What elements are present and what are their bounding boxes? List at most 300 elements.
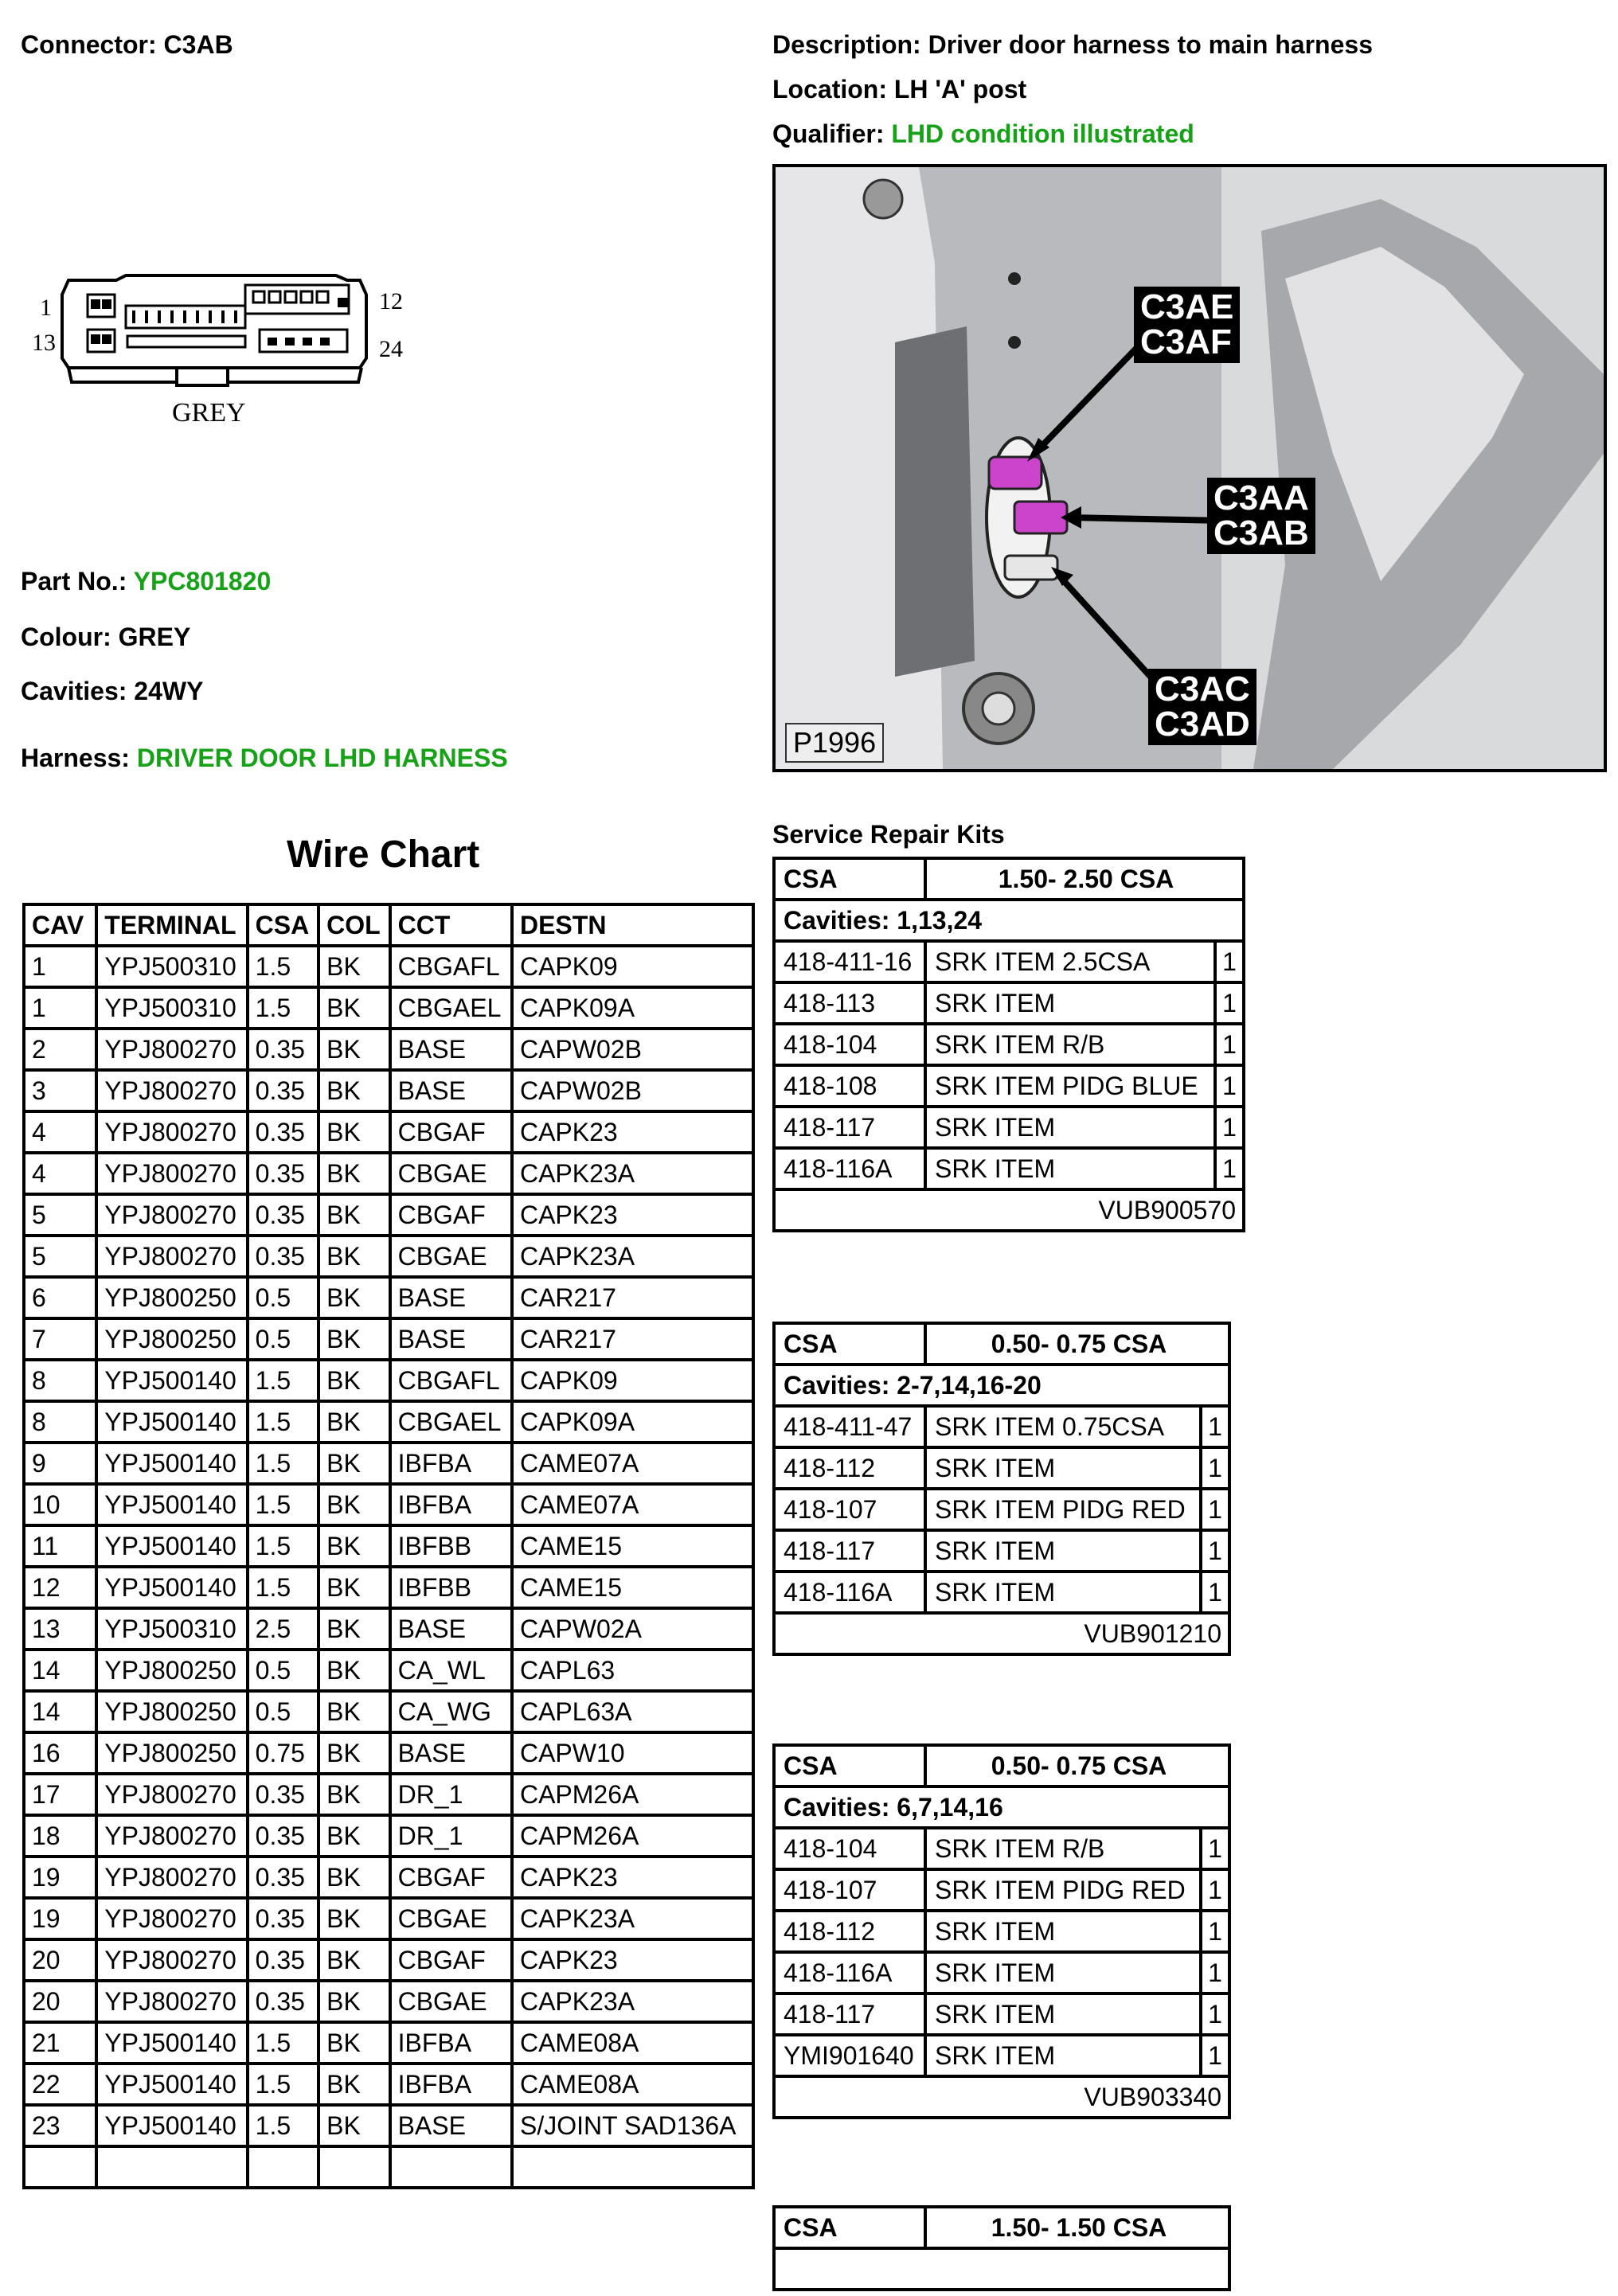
callout-c3ac-c3ad (1148, 669, 1256, 745)
table-row (24, 1774, 753, 1815)
kit-item-qty: 1 (1201, 2035, 1229, 2076)
kit-number: VUB900570 (774, 1189, 1244, 1231)
qualifier-value: LHD condition illustrated (891, 119, 1194, 148)
cell-destn: CAME08A (512, 2064, 753, 2105)
kit-csa-value: 1.50- 1.50 CSA (925, 2207, 1229, 2248)
kit-item-desc: SRK ITEM (925, 1952, 1201, 1993)
kit-item-part: 418-112 (774, 1911, 925, 1952)
wire-chart-body (24, 946, 753, 2188)
cell-csa: 1.5 (248, 946, 319, 987)
service-kit-table (772, 1322, 1231, 1656)
cell-col: BK (319, 1111, 389, 1153)
cell-col: BK (319, 1650, 389, 1691)
callout-c3ae: C3AE (1140, 287, 1234, 326)
cell-destn: CAR217 (512, 1318, 753, 1360)
cell-csa: 1.5 (248, 1360, 319, 1401)
cell-csa: 1.5 (248, 1567, 319, 1608)
cell-col: BK (319, 1236, 389, 1277)
table-row (24, 1650, 753, 1691)
pin-13-label: 13 (32, 330, 56, 356)
cell-col: BK (319, 1525, 389, 1567)
kit-item-desc: SRK ITEM PIDG BLUE (925, 1065, 1215, 1107)
kit-item-row (774, 1406, 1229, 1447)
table-row (24, 1484, 753, 1525)
cell-csa: 1.5 (248, 2064, 319, 2105)
kit-item-row (774, 1952, 1229, 1993)
cell-destn: CAPW10 (512, 1732, 753, 1774)
table-row (24, 1567, 753, 1608)
cell-col: BK (319, 987, 389, 1029)
kit-item-qty: 1 (1201, 1828, 1229, 1869)
kit-item-qty: 1 (1201, 1911, 1229, 1952)
kit-item-part: 418-113 (774, 982, 925, 1024)
cell-csa: 0.35 (248, 1194, 319, 1236)
wire-chart-col-cav: CAV (24, 904, 96, 946)
cell-empty (248, 2146, 319, 2188)
callout-c3ac: C3AC (1155, 670, 1250, 709)
cell-empty (390, 2146, 512, 2188)
kit-item-desc: SRK ITEM (925, 1911, 1201, 1952)
cell-cav: 8 (24, 1401, 96, 1443)
cell-csa: 0.35 (248, 1898, 319, 1939)
kit-item-desc: SRK ITEM 2.5CSA (925, 941, 1215, 982)
cell-cav: 23 (24, 2105, 96, 2146)
cell-terminal: YPJ800250 (96, 1318, 247, 1360)
wire-chart-col-cct: CCT (390, 904, 512, 946)
cell-cct: IBFBB (390, 1567, 512, 1608)
cell-cct: CA_WG (390, 1691, 512, 1732)
cell-destn: CAPK23A (512, 1898, 753, 1939)
cell-col: BK (319, 946, 389, 987)
cell-cct: BASE (390, 1732, 512, 1774)
cell-cct: CBGAEL (390, 1401, 512, 1443)
description-line (772, 30, 1373, 60)
cell-destn: CAME15 (512, 1567, 753, 1608)
cell-terminal: YPJ800270 (96, 1815, 247, 1857)
cell-destn: CAR217 (512, 1277, 753, 1318)
kit-number: VUB901210 (774, 1613, 1229, 1654)
cell-empty (319, 2146, 389, 2188)
kit-item-row (774, 1828, 1229, 1869)
kit-item-row (774, 1869, 1229, 1911)
cell-terminal: YPJ800270 (96, 1236, 247, 1277)
cell-col: BK (319, 1774, 389, 1815)
kit-cavities-row (774, 1786, 1229, 1828)
cell-cct: BASE (390, 2105, 512, 2146)
cell-cct: CBGAE (390, 1153, 512, 1194)
cell-destn: CAPL63A (512, 1691, 753, 1732)
cell-destn: CAPK09A (512, 1401, 753, 1443)
table-row (24, 1029, 753, 1070)
cell-csa: 0.5 (248, 1650, 319, 1691)
table-row (24, 946, 753, 987)
kit-item-part: 418-112 (774, 1447, 925, 1489)
cell-csa: 0.35 (248, 1111, 319, 1153)
cell-cav: 14 (24, 1650, 96, 1691)
cell-cct: IBFBA (390, 1443, 512, 1484)
kit-cavities: Cavities: 2-7,14,16-20 (774, 1365, 1229, 1406)
cell-destn: CAPM26A (512, 1774, 753, 1815)
kit-item-qty: 1 (1215, 1065, 1244, 1107)
table-row (24, 987, 753, 1029)
kit-item-part: 418-117 (774, 1530, 925, 1572)
service-kit-table (772, 2205, 1231, 2291)
cell-csa: 1.5 (248, 2022, 319, 2064)
cell-terminal: YPJ500140 (96, 2064, 247, 2105)
table-row (24, 2105, 753, 2146)
photo-reference: P1996 (785, 723, 884, 763)
qualifier-label: Qualifier: (772, 119, 885, 148)
kit-item-row (774, 982, 1244, 1024)
kit-cavities-row (774, 1365, 1229, 1406)
cell-cct: IBFBA (390, 1484, 512, 1525)
arrow-c3ab (1070, 517, 1221, 521)
kit-item-qty: 1 (1215, 982, 1244, 1024)
cell-terminal: YPJ800270 (96, 1111, 247, 1153)
cell-cct: CBGAE (390, 1981, 512, 2022)
callout-c3aa: C3AA (1214, 478, 1309, 517)
kit-item-row (774, 1447, 1229, 1489)
kit-csa-row (774, 2207, 1229, 2248)
cell-destn: CAPK23A (512, 1236, 753, 1277)
cell-cav: 20 (24, 1939, 96, 1981)
cell-destn: CAPK23 (512, 1857, 753, 1898)
kit-csa-row (774, 1323, 1229, 1365)
connector-label: Connector: (21, 30, 157, 59)
cell-terminal: YPJ500140 (96, 1443, 247, 1484)
cell-csa: 1.5 (248, 1484, 319, 1525)
table-row (24, 1360, 753, 1401)
harness-value: DRIVER DOOR LHD HARNESS (136, 744, 508, 772)
connector-c3ae-shape (989, 457, 1042, 489)
qualifier-line (772, 119, 1194, 149)
table-row (24, 1111, 753, 1153)
cell-cct: CBGAF (390, 1939, 512, 1981)
callout-c3ae-c3af (1134, 287, 1240, 363)
kit-item-row (774, 1065, 1244, 1107)
kit-item-part: 418-117 (774, 1993, 925, 2035)
location-photo (772, 164, 1607, 772)
cavities-line (21, 677, 203, 706)
cell-col: BK (319, 1401, 389, 1443)
connector-c3ab-shape (1014, 502, 1067, 533)
pin-12-label: 12 (379, 288, 403, 314)
cell-destn: CAPK09 (512, 946, 753, 987)
cell-cav: 12 (24, 1567, 96, 1608)
table-row (24, 1939, 753, 1981)
table-row (24, 2022, 753, 2064)
cell-empty (24, 2146, 96, 2188)
kit-item-row (774, 1993, 1229, 2035)
kit-item-desc: SRK ITEM (925, 1530, 1201, 1572)
kit-item-desc: SRK ITEM (925, 1148, 1215, 1189)
part-number-label: Part No.: (21, 567, 127, 595)
cell-terminal: YPJ500140 (96, 1525, 247, 1567)
kit-item-desc: SRK ITEM 0.75CSA (925, 1406, 1201, 1447)
description-label: Description: (772, 30, 921, 59)
cell-cct: BASE (390, 1070, 512, 1111)
colour-line (21, 623, 190, 652)
kit-item-part: 418-104 (774, 1024, 925, 1065)
cell-csa: 1.5 (248, 987, 319, 1029)
cell-col: BK (319, 1443, 389, 1484)
cell-destn: CAME07A (512, 1484, 753, 1525)
cell-destn: CAPL63 (512, 1650, 753, 1691)
cell-cct: CBGAF (390, 1194, 512, 1236)
cell-cav: 21 (24, 2022, 96, 2064)
cell-col: BK (319, 1691, 389, 1732)
cell-destn: CAME15 (512, 1525, 753, 1567)
connector-value: C3AB (163, 30, 233, 59)
cell-terminal: YPJ800270 (96, 1029, 247, 1070)
cell-cct: CBGAF (390, 1111, 512, 1153)
kit-number-row (774, 2076, 1229, 2118)
kit-item-row (774, 1572, 1229, 1613)
harness-label: Harness: (21, 744, 130, 772)
cell-cav: 1 (24, 946, 96, 987)
kit-item-row (774, 1911, 1229, 1952)
cell-csa: 2.5 (248, 1608, 319, 1650)
colour-label: Colour: (21, 623, 111, 651)
kit-number: VUB903340 (774, 2076, 1229, 2118)
cell-col: BK (319, 1567, 389, 1608)
kit-csa-value: 0.50- 0.75 CSA (925, 1323, 1229, 1365)
kit-number-row (774, 1189, 1244, 1231)
kit-csa-label: CSA (774, 1323, 925, 1365)
cell-destn: CAPK23 (512, 1194, 753, 1236)
cell-csa: 0.75 (248, 1732, 319, 1774)
cell-cct: CBGAF (390, 1857, 512, 1898)
cell-col: BK (319, 1857, 389, 1898)
cell-col: BK (319, 2064, 389, 2105)
cell-cct: IBFBA (390, 2022, 512, 2064)
table-row (24, 1691, 753, 1732)
cell-terminal: YPJ800270 (96, 1153, 247, 1194)
kit-item-qty: 1 (1201, 1447, 1229, 1489)
cell-csa: 0.5 (248, 1318, 319, 1360)
kit-item-desc: SRK ITEM (925, 1107, 1215, 1148)
cell-csa: 1.5 (248, 1443, 319, 1484)
cell-cct: CBGAFL (390, 946, 512, 987)
cell-cav: 19 (24, 1857, 96, 1898)
kit-item-qty: 1 (1201, 1952, 1229, 1993)
cell-cav: 6 (24, 1277, 96, 1318)
cell-terminal: YPJ800270 (96, 1857, 247, 1898)
cell-csa: 0.35 (248, 1236, 319, 1277)
table-row (24, 1194, 753, 1236)
cell-cct: DR_1 (390, 1815, 512, 1857)
kit-empty-cell (774, 2248, 1229, 2290)
table-row (24, 1815, 753, 1857)
description-value: Driver door harness to main harness (928, 30, 1373, 59)
kit-item-qty: 1 (1201, 1489, 1229, 1530)
cell-cav: 5 (24, 1194, 96, 1236)
table-row (24, 1608, 753, 1650)
callout-c3ad: C3AD (1155, 705, 1250, 744)
cell-col: BK (319, 1815, 389, 1857)
cell-csa: 0.35 (248, 1070, 319, 1111)
cell-csa: 0.35 (248, 1939, 319, 1981)
kit-item-qty: 1 (1201, 1993, 1229, 2035)
table-row (24, 1318, 753, 1360)
cell-cav: 3 (24, 1070, 96, 1111)
cell-cav: 5 (24, 1236, 96, 1277)
cell-csa: 0.5 (248, 1691, 319, 1732)
cell-empty (512, 2146, 753, 2188)
cell-cct: BASE (390, 1277, 512, 1318)
kit-item-desc: SRK ITEM (925, 1572, 1201, 1613)
wire-chart-col-col: COL (319, 904, 389, 946)
callout-c3af: C3AF (1140, 322, 1232, 361)
table-row (24, 1070, 753, 1111)
cell-terminal: YPJ800270 (96, 1194, 247, 1236)
kit-cavities-row (774, 900, 1244, 941)
cell-terminal: YPJ500140 (96, 2105, 247, 2146)
kit-item-part: 418-116A (774, 1572, 925, 1613)
cell-terminal: YPJ800270 (96, 1898, 247, 1939)
cell-terminal: YPJ800270 (96, 1939, 247, 1981)
kit-item-part: 418-411-47 (774, 1406, 925, 1447)
cell-cct: BASE (390, 1318, 512, 1360)
kit-item-desc: SRK ITEM R/B (925, 1024, 1215, 1065)
kit-item-desc: SRK ITEM (925, 982, 1215, 1024)
kit-item-row (774, 1024, 1244, 1065)
cell-cav: 4 (24, 1111, 96, 1153)
kit-csa-label: CSA (774, 2207, 925, 2248)
kit-item-row (774, 1148, 1244, 1189)
cell-col: BK (319, 2022, 389, 2064)
pin-1-label: 1 (40, 295, 52, 321)
service-kits-title: Service Repair Kits (772, 820, 1005, 849)
kit-csa-value: 0.50- 0.75 CSA (925, 1745, 1229, 1786)
cavities-value: 24WY (134, 677, 204, 705)
cell-csa: 0.5 (248, 1277, 319, 1318)
cell-terminal: YPJ500140 (96, 1567, 247, 1608)
cell-cav: 11 (24, 1525, 96, 1567)
cell-cav: 13 (24, 1608, 96, 1650)
pin-24-label: 24 (379, 336, 403, 362)
kit-csa-row (774, 858, 1244, 900)
table-row (24, 1153, 753, 1194)
cell-terminal: YPJ800250 (96, 1277, 247, 1318)
cell-cav: 20 (24, 1981, 96, 2022)
cell-cct: CBGAE (390, 1236, 512, 1277)
cell-destn: CAPK23A (512, 1153, 753, 1194)
cell-destn: CAPK23A (512, 1981, 753, 2022)
cell-col: BK (319, 1484, 389, 1525)
kit-item-part: 418-116A (774, 1952, 925, 1993)
part-number-line (21, 567, 271, 596)
cell-terminal: YPJ500140 (96, 1401, 247, 1443)
cell-terminal: YPJ800250 (96, 1732, 247, 1774)
cell-terminal: YPJ800250 (96, 1650, 247, 1691)
kit-item-desc: SRK ITEM R/B (925, 1828, 1201, 1869)
cell-cav: 19 (24, 1898, 96, 1939)
kit-item-desc: SRK ITEM PIDG RED (925, 1489, 1201, 1530)
cell-col: BK (319, 1153, 389, 1194)
cell-destn: CAPM26A (512, 1815, 753, 1857)
kit-item-part: YMI901640 (774, 2035, 925, 2076)
cell-col: BK (319, 1981, 389, 2022)
kit-item-qty: 1 (1215, 1148, 1244, 1189)
kit-item-row (774, 1530, 1229, 1572)
location-line (772, 75, 1026, 104)
cell-col: BK (319, 1939, 389, 1981)
table-row (24, 1732, 753, 1774)
wire-chart-col-destn: DESTN (512, 904, 753, 946)
kit-item-part: 418-108 (774, 1065, 925, 1107)
kit-item-qty: 1 (1201, 1406, 1229, 1447)
connector-diagram (32, 271, 430, 446)
table-row-empty (24, 2146, 753, 2188)
kit-number-row (774, 1613, 1229, 1654)
cell-cct: BASE (390, 1029, 512, 1070)
cell-cav: 18 (24, 1815, 96, 1857)
wire-chart-col-csa: CSA (248, 904, 319, 946)
cell-cav: 4 (24, 1153, 96, 1194)
kit-item-qty: 1 (1215, 941, 1244, 982)
kit-item-qty: 1 (1201, 1572, 1229, 1613)
cell-csa: 1.5 (248, 1525, 319, 1567)
kit-cavities: Cavities: 6,7,14,16 (774, 1786, 1229, 1828)
wire-chart-col-terminal: TERMINAL (96, 904, 247, 946)
cell-csa: 0.35 (248, 1029, 319, 1070)
cell-cav: 16 (24, 1732, 96, 1774)
kit-item-desc: SRK ITEM (925, 2035, 1201, 2076)
cell-terminal: YPJ500310 (96, 987, 247, 1029)
kit-item-part: 418-117 (774, 1107, 925, 1148)
cell-destn: S/JOINT SAD136A (512, 2105, 753, 2146)
cell-csa: 0.35 (248, 1815, 319, 1857)
cell-destn: CAPK09 (512, 1360, 753, 1401)
cavities-label: Cavities: (21, 677, 127, 705)
cell-terminal: YPJ800270 (96, 1070, 247, 1111)
kit-item-desc: SRK ITEM PIDG RED (925, 1869, 1201, 1911)
cell-terminal: YPJ800250 (96, 1691, 247, 1732)
cell-cct: DR_1 (390, 1774, 512, 1815)
cell-destn: CAPK23 (512, 1111, 753, 1153)
kit-csa-label: CSA (774, 1745, 925, 1786)
cell-csa: 0.35 (248, 1774, 319, 1815)
kit-csa-value: 1.50- 2.50 CSA (925, 858, 1244, 900)
kit-item-row (774, 1107, 1244, 1148)
kit-item-qty: 1 (1215, 1107, 1244, 1148)
cell-col: BK (319, 1732, 389, 1774)
table-row (24, 2064, 753, 2105)
cell-cav: 22 (24, 2064, 96, 2105)
service-kit-table (772, 1743, 1231, 2119)
cell-cav: 9 (24, 1443, 96, 1484)
cell-cav: 7 (24, 1318, 96, 1360)
cell-destn: CAPW02B (512, 1070, 753, 1111)
cell-terminal: YPJ500140 (96, 1360, 247, 1401)
cell-terminal: YPJ500310 (96, 1608, 247, 1650)
table-row (24, 1981, 753, 2022)
harness-line (21, 744, 508, 773)
service-kit-table (772, 857, 1245, 1232)
kit-csa-label: CSA (774, 858, 925, 900)
kit-item-part: 418-116A (774, 1148, 925, 1189)
kit-item-part: 418-107 (774, 1869, 925, 1911)
cell-csa: 1.5 (248, 2105, 319, 2146)
location-value: LH 'A' post (893, 75, 1027, 103)
cell-csa: 0.35 (248, 1153, 319, 1194)
cell-terminal: YPJ500140 (96, 2022, 247, 2064)
kit-item-part: 418-411-16 (774, 941, 925, 982)
kit-csa-row (774, 1745, 1229, 1786)
cell-cav: 1 (24, 987, 96, 1029)
cell-col: BK (319, 1029, 389, 1070)
